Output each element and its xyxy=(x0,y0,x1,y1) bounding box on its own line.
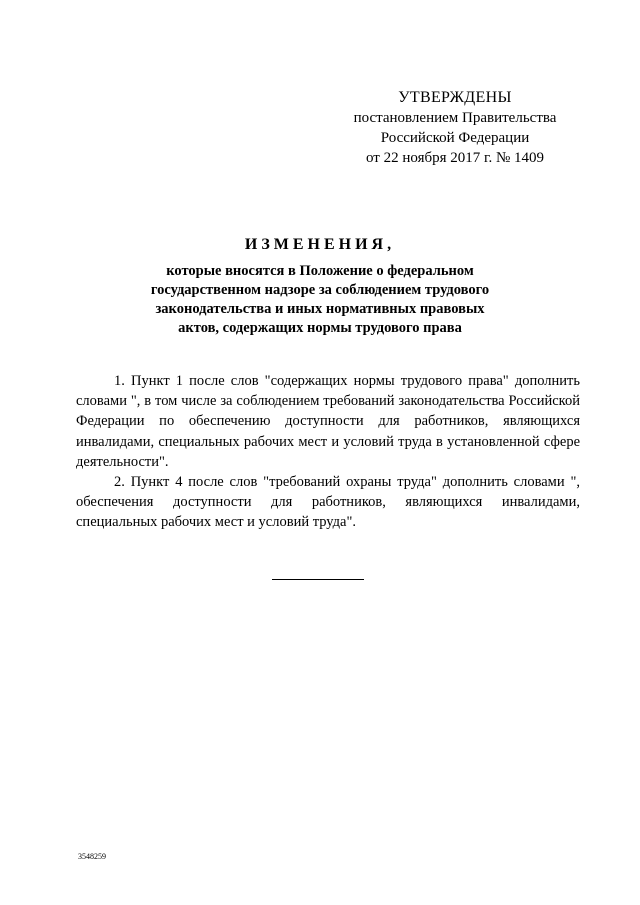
approval-stamp: УТВЕРЖДЕНЫ xyxy=(398,89,512,106)
approval-date-number: от 22 ноября 2017 г. № 1409 xyxy=(365,150,545,166)
paragraph-2: 2. Пункт 4 после слов "требований охраны труда" дополнить словами ", обеспечения доступности для работников, являющихся инвалидами, специальных рабочих мест и условий труда". xyxy=(76,474,580,531)
approval-line-2: Российской Федерации xyxy=(380,130,530,146)
subtitle-line-1: которые вносятся в Положение о федеральном xyxy=(166,263,474,279)
document-title: ИЗМЕНЕНИЯ, xyxy=(244,236,396,253)
subtitle-line-2: государственном надзоре за соблюдением трудового xyxy=(150,282,490,298)
end-divider xyxy=(272,579,364,580)
document-subtitle xyxy=(130,262,510,338)
approval-block xyxy=(330,88,580,168)
subtitle-line-4: актов, содержащих нормы трудового права xyxy=(178,320,462,336)
paragraph-1: 1. Пункт 1 после слов "содержащих нормы трудового права" дополнить словами ", в том числе за соблюдением требований законодательства Российской Федерации по обеспечению доступности для работников, являющихся инвалидами, специальных рабочих мест и условий труда в установленной сфере деятельности". xyxy=(76,373,580,470)
approval-line-1: постановлением Правительства xyxy=(353,110,557,126)
document-code: 3548259 xyxy=(78,852,106,861)
subtitle-line-3: законодательства и иных нормативных правовых xyxy=(155,301,485,317)
document-body xyxy=(76,371,580,533)
